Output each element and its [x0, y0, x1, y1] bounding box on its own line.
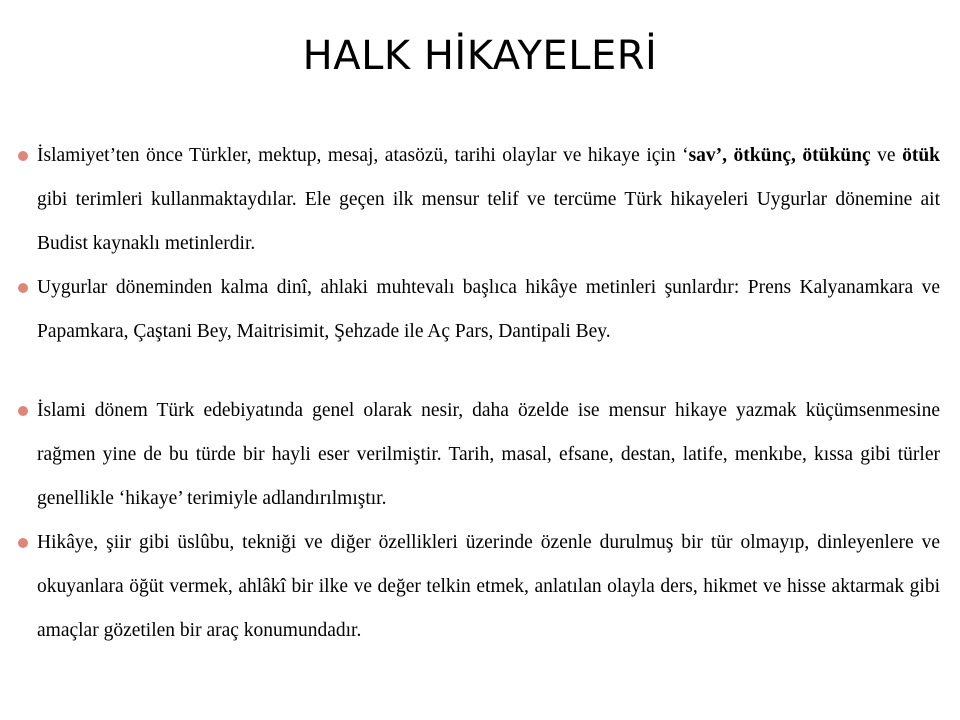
bullet-dot-icon — [18, 283, 28, 293]
bold-term: ötük — [902, 145, 941, 166]
bold-terms: sav’, ötkünç, ötükünç — [688, 145, 871, 166]
bullet-paragraph-1 — [18, 134, 940, 266]
bullet-dot-icon — [18, 538, 28, 548]
bullet-dot-icon — [18, 151, 28, 161]
paragraph-text: gibi terimleri kullanmaktaydılar. Ele geçen ilk mensur telif ve tercüme Türk hikayeleri Uygurlar dönemine ait Budist kaynaklı metinlerdir. — [37, 189, 940, 254]
paragraph-text: İslamiyet’ten önce Türkler, mektup, mesaj, atasözü, tarihi olaylar ve hikaye için ‘ — [37, 145, 689, 166]
paragraph-text: Uygurlar döneminden kalma dinî, ahlaki muhtevalı başlıca hikâye metinleri şunlardır: Prens Kalyanamkara ve Papamkara, Çaştani Bey, Maitrisimit, Şehzade ile Aç Pars, Dantipali Bey. — [37, 277, 940, 342]
slide-title: HALK HİKAYELERİ — [302, 33, 658, 79]
bullet-paragraph-2 — [18, 266, 940, 354]
bullet-paragraph-3 — [18, 389, 940, 521]
paragraph-text: Hikâye, şiir gibi üslûbu, tekniği ve diğer özellikleri üzerinde özenle durulmuş bir tür olmayıp, dinleyenlere ve okuyanlara öğüt vermek, ahlâkî bir ilke ve değer telkin etmek, anlatılan olayla ders, hikmet ve hisse aktarmak gibi amaçlar gözetilen bir araç konumundadır. — [37, 532, 940, 641]
paragraph-text: ve — [870, 145, 903, 166]
bullet-dot-icon — [18, 406, 28, 416]
paragraph-text: İslami dönem Türk edebiyatında genel olarak nesir, daha özelde ise mensur hikaye yazmak küçümsenmesine rağmen yine de bu türde bir hayli eser verilmiştir. Tarih, masal, efsane, destan, latife, menkıbe, kıssa gibi türler genellikle ‘hikaye’ terimiyle adlandırılmıştır. — [37, 400, 940, 509]
bullet-paragraph-4 — [18, 521, 940, 653]
bullet-list — [18, 134, 940, 653]
